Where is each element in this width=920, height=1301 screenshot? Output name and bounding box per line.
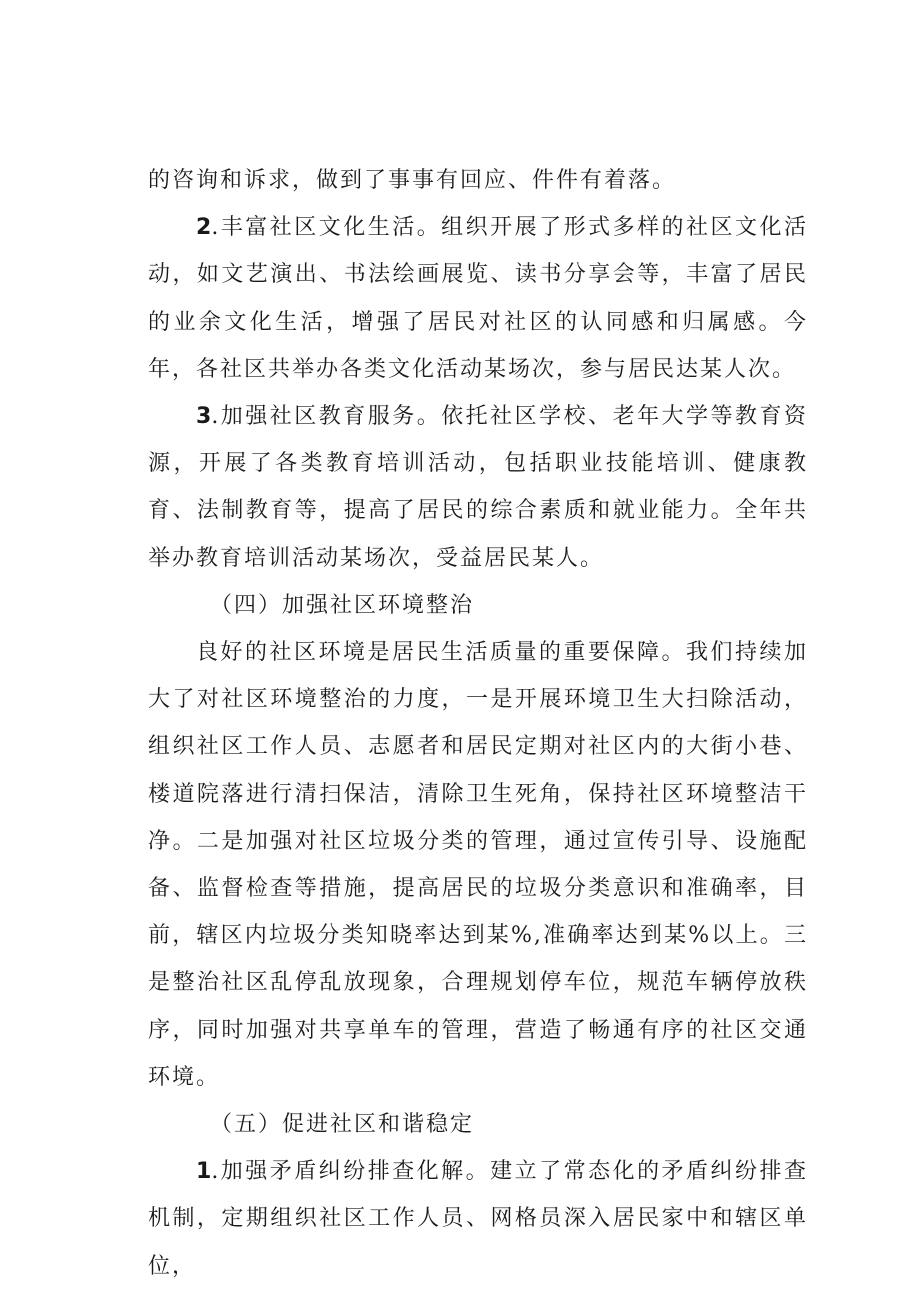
list-item-culture xyxy=(148,204,808,393)
item-number: 1 xyxy=(196,1159,212,1185)
paragraph-text: 的咨询和诉求，做到了事事有回应、件件有着落。 xyxy=(148,168,677,193)
item-number: 3 xyxy=(196,404,212,430)
item-number: 2 xyxy=(196,215,212,241)
paragraph-environment xyxy=(148,629,808,1101)
list-item-disputes xyxy=(148,1148,808,1290)
section-heading-harmony xyxy=(148,1101,808,1148)
section-heading-environment xyxy=(148,582,808,629)
list-item-education xyxy=(148,393,808,582)
paragraph-continuation xyxy=(148,157,808,204)
heading-text: （五）促进社区和谐稳定 xyxy=(210,1112,475,1138)
document-body xyxy=(148,157,808,1290)
heading-text: （四）加强社区环境整治 xyxy=(210,592,475,618)
item-text: .丰富社区文化生活。组织开展了形式多样的社区文化活动，如文艺演出、书法绘画展览、读书分享会等，丰富了居民的业余文化生活，增强了居民对社区的认同感和归属感。今年，各社区共举办各类文化活动某场次，参与居民达某人次。 xyxy=(148,215,808,382)
item-text: .加强矛盾纠纷排查化解。建立了常态化的矛盾纠纷排查机制，定期组织社区工作人员、网格员深入居民家中和辖区单位， xyxy=(148,1159,808,1279)
item-text: .加强社区教育服务。依托社区学校、老年大学等教育资源，开展了各类教育培训活动，包括职业技能培训、健康教育、法制教育等，提高了居民的综合素质和就业能力。全年共举办教育培训活动某场次，受益居民某人。 xyxy=(148,404,808,571)
paragraph-text: 良好的社区环境是居民生活质量的重要保障。我们持续加大了对社区环境整治的力度，一是开展环境卫生大扫除活动，组织社区工作人员、志愿者和居民定期对社区内的大街小巷、楼道院落进行清扫保洁，清除卫生死角，保持社区环境整洁干净。二是加强对社区垃圾分类的管理，通过宣传引导、设施配备、监督检查等措施，提高居民的垃圾分类意识和准确率，目前，辖区内垃圾分类知晓率达到某%,准确率达到某%以上。三是整治社区乱停乱放现象，合理规划停车位，规范车辆停放秩序，同时加强对共享单车的管理，营造了畅通有序的社区交通环境。 xyxy=(148,640,808,1090)
